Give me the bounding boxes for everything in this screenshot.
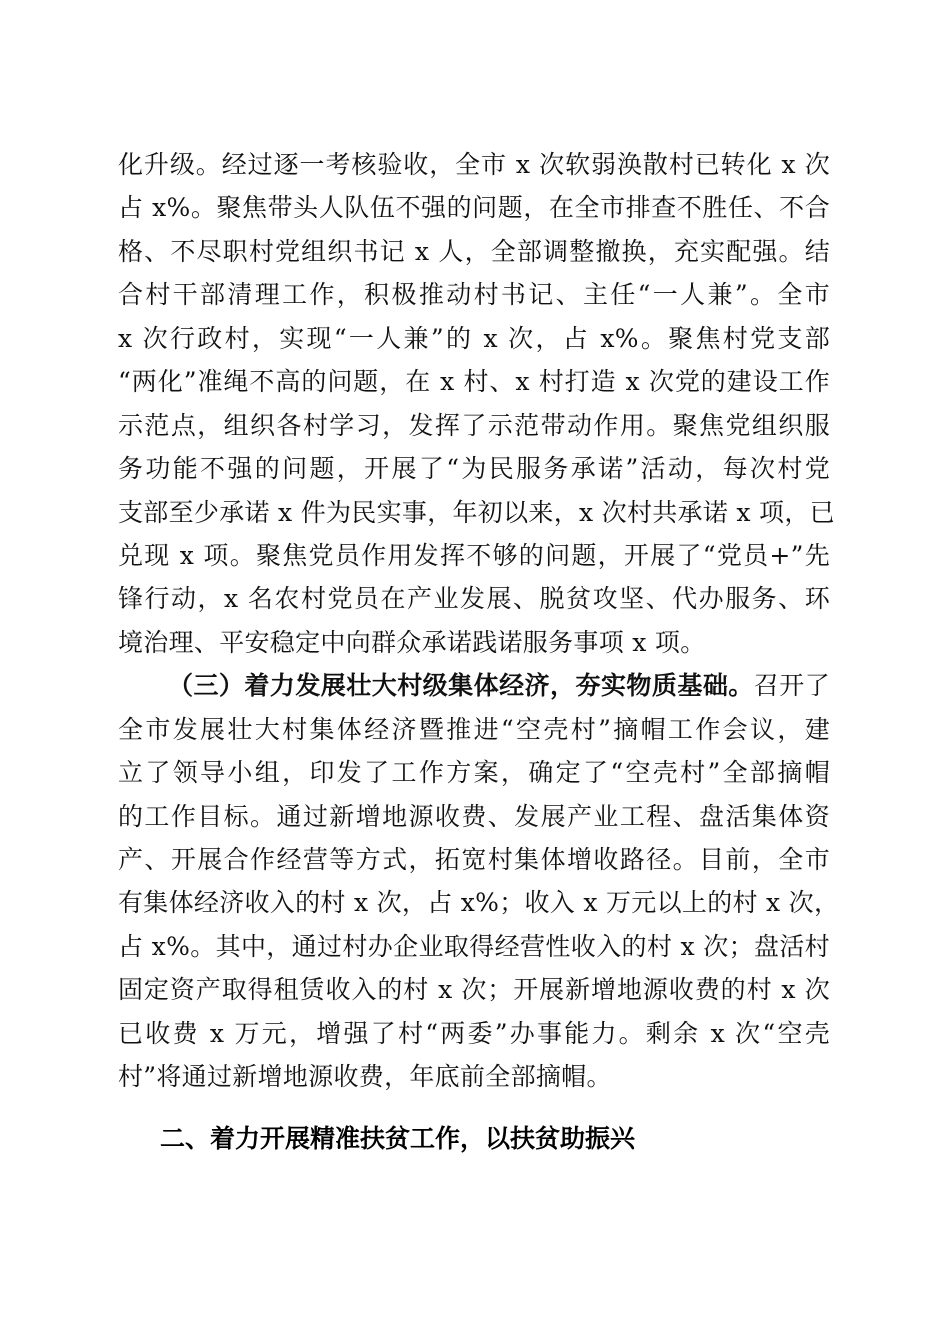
paragraph-line: 村”将通过新增地源收费，年底前全部摘帽。 bbox=[118, 1062, 612, 1092]
paragraph-line: 占 x%。其中，通过村办企业取得经营性收入的村 x 次；盘活村 bbox=[118, 931, 830, 961]
paragraph-line: 立了领导小组，印发了工作方案，确定了“空壳村”全部摘帽 bbox=[118, 758, 830, 788]
paragraph-line: 占 x%。聚焦带头人队伍不强的问题，在全市排查不胜任、不合 bbox=[118, 193, 830, 223]
paragraph-line: 合村干部清理工作，积极推动村书记、主任“一人兼”。全市 bbox=[118, 280, 830, 310]
paragraph-line: 固定资产取得租赁收入的村 x 次；开展新增地源收费的村 x 次 bbox=[118, 975, 830, 1005]
paragraph-line: x 次行政村，实现“一人兼”的 x 次，占 x%。聚焦村党支部 bbox=[118, 323, 830, 353]
paragraph-line: 有集体经济收入的村 x 次，占 x%；收入 x 万元以上的村 x 次， bbox=[118, 888, 840, 918]
body-text bbox=[118, 143, 840, 1099]
paragraph-line: 示范点，组织各村学习，发挥了示范带动作用。聚焦党组织服 bbox=[118, 410, 830, 440]
paragraph-line: 务功能不强的问题，开展了“为民服务承诺”活动，每次村党 bbox=[118, 454, 830, 484]
section-heading: 二、着力开展精准扶贫工作，以扶贫助振兴 bbox=[160, 1124, 636, 1153]
section-3-first-rest: 召开了 bbox=[753, 671, 831, 701]
paragraph-line: 产、开展合作经营等方式，拓宽村集体增收路径。目前，全市 bbox=[118, 845, 830, 874]
paragraph-line: 兑现 x 项。聚焦党员作用发挥不够的问题，开展了“党员+”先 bbox=[118, 540, 830, 570]
paragraph-line: 全市发展壮大村集体经济暨推进“空壳村”摘帽工作会议，建 bbox=[118, 714, 830, 744]
section-3-lead: （三）着力发展壮大村级集体经济，夯实物质基础。 bbox=[168, 671, 754, 701]
paragraph-line: “两化”准绳不高的问题，在 x 村、x 村打造 x 次党的建设工作 bbox=[118, 367, 830, 397]
paragraph-line: 化升级。经过逐一考核验收，全市 x 次软弱涣散村已转化 x 次 bbox=[118, 150, 830, 179]
paragraph-line: 支部至少承诺 x 件为民实事，年初以来，x 次村共承诺 x 项，已 bbox=[118, 497, 835, 527]
paragraph-line: 的工作目标。通过新增地源收费、发展产业工程、盘活集体资 bbox=[118, 801, 830, 831]
paragraph-line: 锋行动，x 名农村党员在产业发展、脱贫攻坚、代办服务、环 bbox=[118, 584, 830, 614]
paragraph-line: 格、不尽职村党组织书记 x 人，全部调整撤换，充实配强。结 bbox=[118, 236, 830, 266]
section-3-first-line bbox=[118, 664, 830, 707]
paragraph-line: 境治理、平安稳定中向群众承诺践诺服务事项 x 项。 bbox=[118, 627, 706, 657]
paragraph-line: 已收费 x 万元，增强了村“两委”办事能力。剩余 x 次“空壳 bbox=[118, 1018, 830, 1048]
